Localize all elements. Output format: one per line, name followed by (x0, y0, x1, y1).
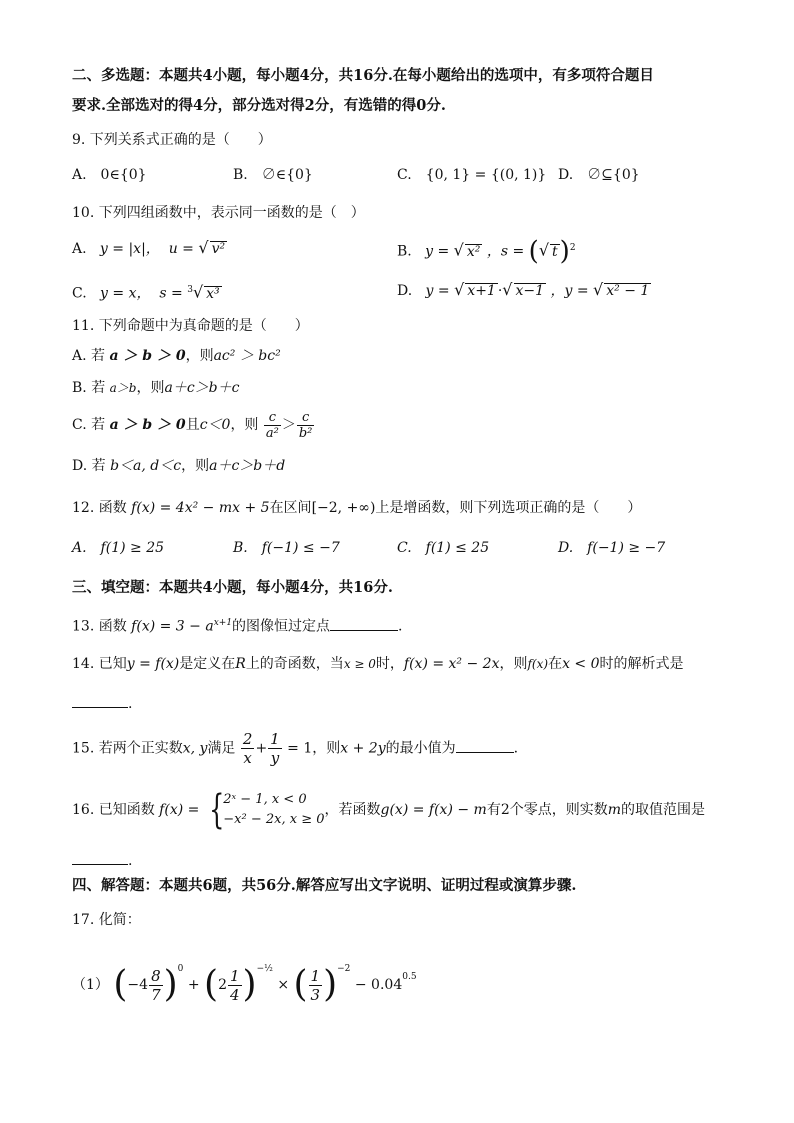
q14-domain-r: R (235, 656, 246, 672)
q12-stem (72, 498, 641, 518)
q17-stem: 17. 化简： (72, 912, 141, 928)
q16-mid2: 有2个零点，则实数 (486, 802, 608, 818)
frac-denominator: a² (265, 425, 279, 441)
q12-option-a: A. f(1) ≥ 25 (72, 540, 165, 556)
q10-c-root-index: 3 (187, 285, 193, 295)
q15-answer-blank (456, 738, 514, 753)
q17-term1-fraction (149, 967, 163, 1004)
radical-symbol: √ (538, 240, 550, 260)
q11-c-condition: a ＞ b ＞ 0 (109, 417, 186, 433)
q11-d-prefix: D. 若 (72, 458, 106, 474)
q11-option-d (72, 456, 285, 476)
q14-mid3: 时， (375, 656, 404, 672)
q10-option-b: B. y = √ x² ，s = (√ t)$^2$ (397, 236, 576, 267)
radical-symbol: √ (198, 238, 209, 257)
q15-mid: 满足 (207, 740, 236, 757)
q11-c-fraction2 (297, 410, 315, 441)
q17-term4: − 0.04 (354, 977, 403, 993)
q16-prefix: 16. 已知函数 (72, 802, 155, 818)
q16-end: . (128, 853, 133, 869)
q12-suffix: 上是增函数，则下列选项正确的是（ ） (375, 500, 642, 516)
q15-fraction1 (241, 730, 255, 767)
q17-term1-exponent: 0 (177, 964, 184, 974)
q11-a-prefix: A. 若 (72, 348, 106, 364)
piecewise-brace: { (208, 787, 225, 833)
q16 (72, 787, 705, 833)
q15-equals: = 1 (287, 740, 313, 757)
q14-mid5: 在 (548, 656, 563, 672)
q10-b-radicand1: x² (466, 243, 481, 260)
q16-func: f(x) = (159, 802, 200, 818)
q16-case2: −x² − 2x, x ≥ 0 (223, 812, 325, 827)
q15 (72, 730, 518, 767)
q11-b-prefix: B. 若 (72, 380, 106, 396)
q14-mid2: 上的奇函数，当 (245, 656, 344, 672)
frac-denominator: b² (298, 425, 313, 441)
q10-a-radicand: v² (211, 241, 226, 257)
q11-option-a (72, 346, 281, 366)
q14-func2: f(x) = x² − 2x (403, 656, 500, 672)
frac-numerator: c (264, 410, 281, 426)
frac-denominator: y (270, 749, 280, 767)
q10-option-c (72, 280, 222, 304)
q17-times: × (277, 977, 290, 993)
q10-option-a (72, 238, 227, 259)
q10-option-d (397, 280, 651, 301)
q12-interval: [−2, +∞) (311, 500, 376, 516)
q10-c-label: C. (72, 285, 87, 302)
q10-d-radicand2: x−1 (515, 283, 545, 299)
q11-c-fraction1 (264, 410, 281, 441)
q11-d-result: a＋c＞b＋d (209, 458, 286, 474)
q16-piecewise (223, 790, 324, 830)
q17-part1-label: （1） (72, 977, 109, 993)
q16-g-func: g(x) = f(x) − m (380, 802, 487, 818)
q14-func3: f(x) (527, 657, 549, 671)
frac-denominator: 3 (310, 985, 321, 1004)
radical-symbol: √ (192, 282, 204, 302)
q11-b-condition: a＞b (109, 381, 137, 395)
section2-heading-line1: 二、多选题：本题共4小题，每小题4分，共16分.在每小题给出的选项中，有多项符合题目 (72, 67, 654, 84)
q10-d-dot: · (497, 283, 503, 299)
q10-d-radicand1: x+1 (467, 283, 496, 299)
radical-symbol: √ (453, 240, 464, 260)
q10-d-func1: y = (425, 283, 450, 299)
frac-numerator: 1 (230, 966, 240, 985)
q17-term2-fraction (228, 967, 242, 1004)
radical-symbol: √ (502, 280, 513, 299)
q11-a-then: ，则 (185, 348, 214, 364)
section3-heading: 三、填空题：本题共4小题，每小题4分，共16分. (72, 579, 393, 596)
q14-func1: y = f(x) (126, 656, 180, 672)
q17-term3-fraction (309, 967, 323, 1004)
q11-option-c (72, 408, 315, 442)
q11-a-result: ac² ＞ bc² (213, 348, 281, 364)
q14-cond1: x ≥ 0 (343, 657, 376, 671)
q10-b-func1: y = (425, 243, 450, 260)
q16-m: m (607, 802, 622, 818)
q10-a-label: A. (72, 241, 87, 257)
frac-denominator: 4 (230, 985, 240, 1004)
q10-d-radicand3: x² − 1 (606, 283, 650, 299)
q10-b-radicand2: t (552, 243, 558, 260)
q14-mid4: ，则 (499, 656, 528, 672)
q11-b-then: ，则 (136, 380, 165, 396)
q15-end: . (513, 740, 519, 757)
frac-numerator: c (297, 410, 315, 426)
q17-term1-sign: −4 (127, 977, 149, 993)
q16-case1: 2ˣ − 1, x < 0 (223, 792, 307, 807)
q14-mid1: 是定义在 (179, 656, 236, 672)
q13-end: . (398, 618, 403, 635)
q11-d-then: ，则 (181, 458, 210, 474)
q13-exponent: x+1 (213, 618, 233, 628)
q15-plus: + (255, 740, 268, 757)
q14-cond2: x < 0 (562, 656, 600, 672)
q11-d-condition: b＜a, d＜c (110, 458, 182, 474)
paren-close: ) (559, 236, 570, 267)
q16-answer-line (72, 850, 132, 871)
paren-open: ( (528, 236, 539, 267)
q12-option-d: D. f(−1) ≥ −7 (558, 540, 666, 556)
paren-open: ( (204, 964, 219, 1005)
q10-c-func1: y = x， (100, 285, 151, 302)
q15-vars: x, y (182, 740, 208, 757)
q11-c-and: 且 (185, 417, 200, 433)
frac-numerator: 1 (270, 730, 280, 748)
q12-option-c: C. f(1) ≤ 25 (397, 540, 490, 556)
q12-function: f(x) = 4x² − mx + 5 (131, 500, 270, 516)
q11-c-condition2: c＜0 (199, 417, 231, 433)
frac-denominator: 7 (151, 985, 161, 1004)
q15-fraction2 (268, 730, 282, 767)
q10-c-radicand: x³ (206, 285, 220, 302)
q13-function: f(x) = 3 − a (131, 618, 214, 635)
q13-answer-blank (330, 616, 398, 631)
q13 (72, 613, 403, 637)
frac-numerator: 8 (151, 966, 161, 985)
radical-symbol: √ (454, 280, 465, 299)
q17-plus: + (187, 977, 200, 993)
frac-numerator: 2 (242, 730, 253, 748)
q17-term4-exponent: 0.5 (402, 972, 417, 982)
q17-term2-whole: 2 (218, 977, 227, 993)
q16-mid: ，若函数 (324, 802, 381, 818)
q11-stem: 11. 下列命题中为真命题的是（ ） (72, 318, 309, 334)
q16-suffix: 的取值范围是 (621, 802, 706, 818)
q14-answer-blank (72, 693, 128, 708)
q11-c-gt: ＞ (281, 417, 296, 433)
q15-suffix: 的最小值为 (385, 740, 456, 757)
q12-prefix: 12. 函数 (72, 500, 127, 516)
paren-open: ( (113, 964, 128, 1005)
q11-option-b (72, 378, 240, 398)
q9-option-b: B. ∅∈{0} (233, 167, 313, 183)
q17-part1 (72, 946, 417, 1008)
q10-d-label: D. (397, 283, 413, 299)
q10-stem: 10. 下列四组函数中，表示同一函数的是（ ） (72, 205, 365, 221)
q11-a-condition: a ＞ b ＞ 0 (109, 348, 186, 364)
q14 (72, 654, 684, 674)
q11-b-result: a＋c＞b＋c (164, 380, 240, 396)
section4-heading: 四、解答题：本题共6题，共56分.解答应写出文字说明、证明过程或演算步骤. (72, 877, 577, 894)
q12-mid: 在区间 (269, 500, 312, 516)
q9-option-c: C. {0, 1} = {(0, 1)} (397, 167, 547, 183)
paren-close: ) (163, 964, 178, 1005)
paren-close: ) (242, 964, 257, 1005)
q11-c-then: ，则 (230, 417, 259, 433)
q16-answer-blank (72, 850, 128, 865)
q13-prefix: 13. 函数 (72, 618, 127, 635)
paren-close: ) (323, 964, 338, 1005)
q10-b-label: B. (397, 243, 412, 260)
frac-denominator: x (243, 749, 252, 767)
q9-option-a: A. 0∈{0} (72, 167, 147, 183)
q14-prefix: 14. 已知 (72, 656, 127, 672)
q14-answer-line (72, 693, 132, 714)
q11-c-prefix: C. 若 (72, 417, 106, 433)
q10-b-func2: ，s = (486, 243, 525, 260)
q12-option-b: B. f(−1) ≤ −7 (233, 540, 340, 556)
frac-numerator: 1 (310, 966, 321, 985)
q10-d-func2: ，y = (550, 283, 589, 299)
radical-symbol: √ (593, 280, 604, 299)
q9-stem: 9. 下列关系式正确的是（ ） (72, 132, 272, 148)
q14-suffix: 时的解析式是 (599, 656, 684, 672)
q15-expression: x + 2y (340, 740, 386, 757)
q10-a-func2: u = (168, 241, 194, 257)
q10-c-func2: s = (159, 285, 183, 302)
q9-option-d: D. ∅⊆{0} (558, 167, 640, 183)
q15-mid2: ，则 (312, 740, 341, 757)
q14-end: . (128, 696, 133, 712)
q17-term3-exponent: −2 (337, 964, 351, 974)
q10-a-func1: y = |x|， (99, 241, 160, 257)
q17-term2-exponent: −½ (256, 964, 273, 974)
paren-open: ( (293, 964, 308, 1005)
q13-suffix: 的图像恒过定点 (232, 618, 331, 635)
section2-heading-line2: 要求.全部选对的得4分，部分选对得2分，有选错的得0分. (72, 97, 446, 114)
q15-prefix: 15. 若两个正实数 (72, 740, 183, 757)
